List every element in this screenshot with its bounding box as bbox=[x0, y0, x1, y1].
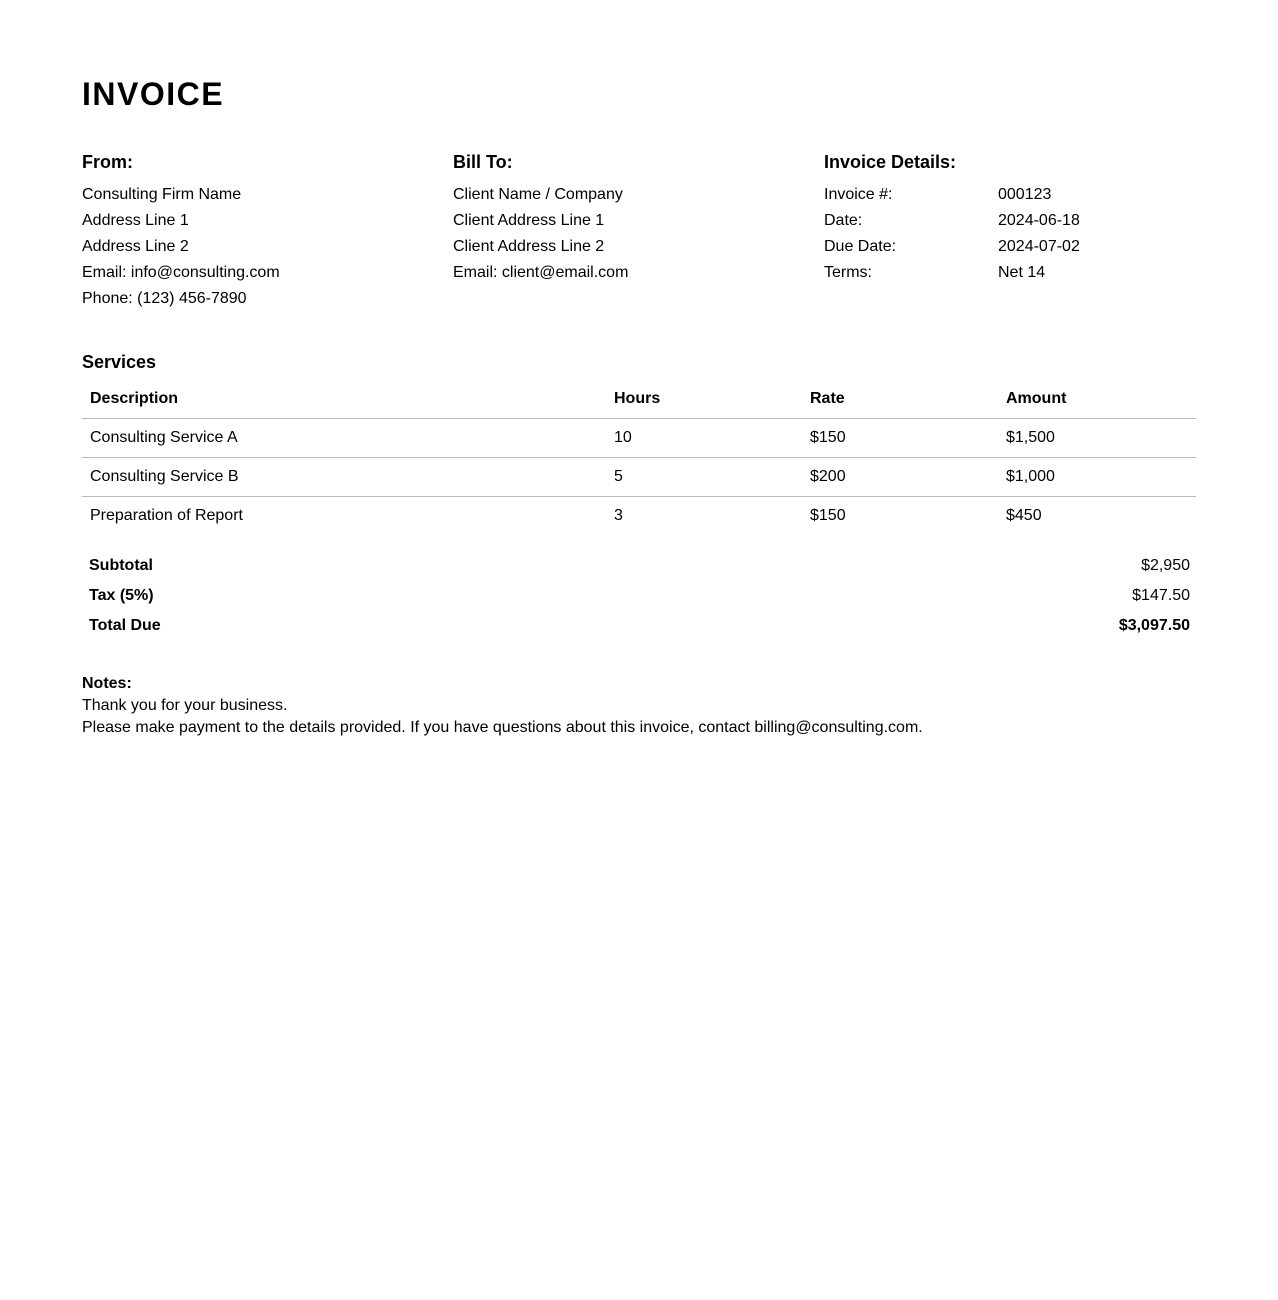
detail-invoice-number bbox=[824, 182, 1195, 208]
from-phone: Phone: (123) 456-7890 bbox=[82, 290, 247, 307]
cell-hours: 3 bbox=[614, 507, 623, 524]
total-due-row bbox=[89, 611, 1190, 641]
table-row bbox=[82, 497, 1196, 536]
from-address-1: Address Line 1 bbox=[82, 212, 189, 229]
detail-value: 000123 bbox=[998, 186, 1052, 203]
cell-hours: 5 bbox=[606, 458, 802, 497]
subtotal-label: Subtotal bbox=[89, 557, 153, 574]
bill-to-address-1: Client Address Line 1 bbox=[453, 212, 605, 229]
invoice-title: INVOICE bbox=[82, 76, 225, 112]
cell-rate: $150 bbox=[810, 507, 846, 524]
cell-amount: $1,500 bbox=[998, 419, 1196, 458]
total-due-label: Total Due bbox=[89, 617, 161, 634]
tax-value: $147.50 bbox=[1132, 587, 1190, 604]
cell-description: Consulting Service B bbox=[82, 458, 606, 497]
notes-line-payment: Please make payment to the details provided. If you have questions about this invoice, contact billing@consulting.com. bbox=[82, 719, 923, 736]
tax-label: Tax (5%) bbox=[89, 587, 154, 604]
cell-hours: 10 bbox=[606, 419, 802, 458]
bill-to-section bbox=[453, 150, 824, 312]
detail-due-date bbox=[824, 234, 1195, 260]
detail-label: Terms: bbox=[824, 264, 872, 281]
cell-rate: $200 bbox=[802, 458, 998, 497]
from-firm-name: Consulting Firm Name bbox=[82, 186, 242, 203]
cell-description: Preparation of Report bbox=[90, 507, 243, 524]
totals-section bbox=[89, 551, 1190, 641]
from-section bbox=[82, 150, 453, 312]
bill-to-email: Email: client@email.com bbox=[453, 264, 629, 281]
bill-to-heading: Bill To: bbox=[453, 152, 513, 172]
notes-section bbox=[82, 673, 923, 739]
detail-value: 2024-07-02 bbox=[998, 238, 1080, 255]
bill-to-client-name: Client Name / Company bbox=[453, 186, 623, 203]
table-row bbox=[82, 458, 1196, 497]
tax-row bbox=[89, 581, 1190, 611]
detail-date bbox=[824, 208, 1195, 234]
invoice-details-section bbox=[824, 150, 1195, 312]
cell-description: Consulting Service A bbox=[82, 419, 606, 458]
invoice-details-heading: Invoice Details: bbox=[824, 152, 957, 172]
subtotal-value: $2,950 bbox=[1141, 557, 1190, 574]
header-columns bbox=[82, 150, 1196, 312]
services-table bbox=[82, 380, 1196, 535]
cell-rate: $150 bbox=[802, 419, 998, 458]
table-row bbox=[82, 419, 1196, 458]
services-heading: Services bbox=[82, 352, 157, 372]
column-header-hours: Hours bbox=[606, 380, 802, 419]
cell-amount: $450 bbox=[1006, 507, 1042, 524]
detail-terms bbox=[824, 260, 1195, 286]
column-header-amount: Amount bbox=[998, 380, 1196, 419]
column-header-description: Description bbox=[82, 380, 606, 419]
column-header-rate: Rate bbox=[802, 380, 998, 419]
subtotal-row bbox=[89, 551, 1190, 581]
from-email: Email: info@consulting.com bbox=[82, 264, 280, 281]
detail-value: 2024-06-18 bbox=[998, 212, 1080, 229]
detail-label: Invoice #: bbox=[824, 186, 893, 203]
detail-value: Net 14 bbox=[998, 264, 1046, 281]
total-due-value: $3,097.50 bbox=[1118, 617, 1190, 634]
detail-label: Due Date: bbox=[824, 238, 897, 255]
bill-to-address-2: Client Address Line 2 bbox=[453, 238, 605, 255]
cell-amount: $1,000 bbox=[998, 458, 1196, 497]
from-heading: From: bbox=[82, 152, 133, 172]
detail-label: Date: bbox=[824, 212, 863, 229]
notes-heading: Notes: bbox=[82, 675, 132, 692]
services-header-row bbox=[82, 380, 1196, 419]
notes-line-thanks: Thank you for your business. bbox=[82, 697, 288, 714]
from-address-2: Address Line 2 bbox=[82, 238, 189, 255]
